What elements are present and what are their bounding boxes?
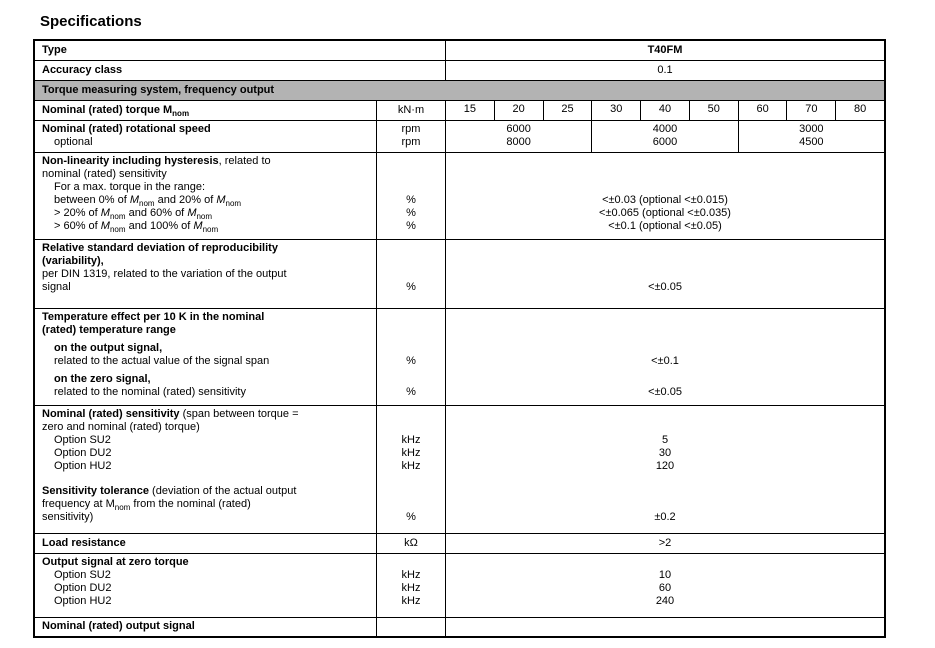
tolerance-value: ±0.2 (654, 511, 676, 523)
speed-label-cell (35, 121, 376, 152)
zero-output-unit-cell: kHz kHz kHz (376, 554, 445, 617)
reproducibility-unit-cell: % (376, 240, 445, 308)
section-header: Torque measuring system, frequency output (35, 81, 884, 100)
nonlinearity-value-2: <±0.065 (optional <±0.035) (599, 207, 731, 219)
torque-label-cell (35, 101, 376, 120)
accuracy-value-cell (445, 61, 884, 80)
row-section-header (35, 80, 884, 100)
torque-col: 50 (689, 101, 738, 120)
load-unit-cell: kΩ (376, 534, 445, 553)
zero-output-du2-value: 60 (658, 582, 672, 594)
sensitivity-value-cell (445, 406, 884, 533)
accuracy-label: Accuracy class (42, 64, 123, 76)
temperature-output-value: <±0.1 (651, 355, 679, 367)
partial-label-cell: Nominal (rated) output signal (42, 620, 195, 632)
torque-label: Nominal (rated) torque $M_{nom}$ (42, 104, 190, 119)
temperature-value-cell (445, 309, 884, 405)
sensitivity-unit-cell: kHz kHz kHz % (376, 406, 445, 533)
torque-col: 40 (640, 101, 689, 120)
reproducibility-label-cell: Relative standard deviation of reproducibility (variability), per DIN 1319, related to the variation of the output signal (42, 242, 287, 293)
type-label: Type (42, 44, 67, 56)
row-nominal-torque (35, 100, 884, 120)
load-label-cell: Load resistance (42, 537, 126, 549)
torque-col: 80 (835, 101, 884, 120)
sensitivity-hu2-value: 120 (655, 460, 675, 472)
sensitivity-label-cell: Nominal (rated) sensitivity (span between torque = zero and nominal (rated) torque) Option SU2 Option DU2 Option HU2 Sensitivity tolerance (deviation of the actual output frequency at $M_{nom}$ from the nominal (rated) sensitivity) (42, 408, 299, 523)
row-type (35, 41, 884, 60)
torque-unit: kN·m (397, 104, 425, 116)
torque-col: 30 (591, 101, 640, 120)
row-load-resistance (35, 533, 884, 553)
datasheet-page (0, 13, 935, 648)
torque-values (445, 101, 884, 120)
torque-col: 25 (543, 101, 592, 120)
row-temperature-effect (35, 308, 884, 405)
row-zero-torque-output (35, 553, 884, 617)
speed-values (445, 121, 884, 152)
torque-col: 15 (463, 103, 477, 115)
accuracy-label-cell (35, 61, 445, 80)
speed-group-low: 6000 8000 (506, 123, 531, 148)
type-value: T40FM (647, 44, 683, 56)
nonlinearity-value-1: <±0.03 (optional <±0.015) (602, 194, 728, 206)
nonlinearity-value-3: <±0.1 (optional <±0.05) (608, 220, 722, 232)
torque-col: 20 (494, 101, 543, 120)
speed-label: Nominal (rated) rotational speed (42, 123, 211, 135)
nonlinearity-value-cell (445, 153, 884, 239)
temperature-zero-value: <±0.05 (648, 386, 682, 398)
partial-unit-cell (376, 618, 445, 636)
specifications-table (33, 39, 886, 638)
nonlinearity-unit-cell: % % % (376, 153, 445, 239)
speed-group-mid: 4000 6000 (591, 121, 737, 152)
row-non-linearity (35, 152, 884, 239)
nonlinearity-label-cell: Non-linearity including hysteresis, related to nominal (rated) sensitivity For a max. torque in the range: between 0% of $M_{nom}$ and 20% of $M_{nom}$ > 20% of $M_{nom}$ and 60% of $M_{nom}$ > 60% of $M_{nom}$ and 100% of $M_{nom}$ (42, 155, 271, 235)
speed-group-high: 3000 4500 (738, 121, 884, 152)
zero-output-su2-value: 10 (658, 569, 672, 581)
reproducibility-value: <±0.05 (648, 281, 682, 293)
load-value-cell (445, 534, 884, 553)
accuracy-value: 0.1 (657, 64, 673, 76)
row-sensitivity (35, 405, 884, 533)
sensitivity-su2-value: 5 (661, 434, 669, 446)
row-reproducibility (35, 239, 884, 308)
zero-output-hu2-value: 240 (655, 595, 675, 607)
type-value-cell (445, 41, 884, 60)
page-title: Specifications (40, 13, 142, 30)
zero-output-value-cell (445, 554, 884, 617)
row-accuracy-class (35, 60, 884, 80)
row-rotational-speed (35, 120, 884, 152)
load-value: >2 (658, 537, 672, 549)
temperature-label-cell: Temperature effect per 10 K in the nominal (rated) temperature range on the output signal, related to the actual value of the signal span on the zero signal, related to the nominal (rated) sensitivity (42, 311, 270, 398)
partial-value-cell (445, 618, 884, 636)
torque-col: 70 (786, 101, 835, 120)
reproducibility-value-cell (445, 240, 884, 308)
sensitivity-du2-value: 30 (658, 447, 672, 459)
temperature-unit-cell: % % (376, 309, 445, 405)
type-label-cell (35, 41, 445, 60)
row-partial (35, 617, 884, 636)
speed-unit-cell: rpm rpm (376, 121, 445, 152)
zero-output-label-cell: Output signal at zero torque Option SU2 Option DU2 Option HU2 (42, 556, 189, 607)
torque-col: 60 (738, 101, 787, 120)
torque-unit-cell (376, 101, 445, 120)
speed-optional-label: optional (54, 136, 93, 148)
